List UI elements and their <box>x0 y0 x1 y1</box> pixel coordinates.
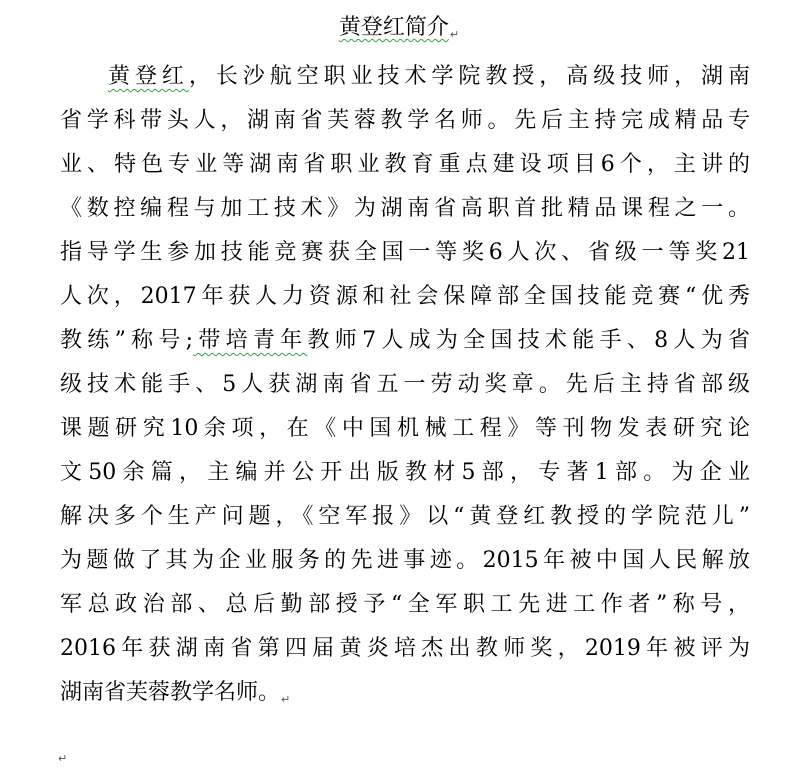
body-line <box>60 673 750 713</box>
body-line: 为题做了其为企业服务的先进事迹。2015年被中国人民解放 <box>60 548 750 573</box>
body-line: 业、特色专业等湖南省职业教育重点建设项目6个，主讲的 <box>60 152 750 177</box>
body-line-text: 湖南省芙蓉教学名师。 <box>60 680 281 705</box>
body-line: 黄登红，长沙航空职业技术学院教授，高级技师，湖南 <box>108 64 750 89</box>
spellcheck-underlined-text: 黄登红 <box>108 64 189 89</box>
body-line: 省学科带头人，湖南省芙蓉教学名师。先后主持完成精品专 <box>60 108 750 133</box>
end-paragraph-mark-icon: ↵ <box>58 752 68 765</box>
spellcheck-underlined-text: 带培青年 <box>193 328 308 353</box>
body-line: 人次，2017年获人力资源和社会保障部全国技能竞赛“优秀 <box>60 284 750 309</box>
body-line: 2016年获湖南省第四届黄炎培杰出教师奖，2019年被评为 <box>60 636 750 661</box>
body-line: 文50余篇，主编并公开出版教材5部，专著1部。为企业 <box>60 460 750 485</box>
body-line: 课题研究10余项，在《中国机械工程》等刊物发表研究论 <box>60 416 750 441</box>
paragraph-mark-icon: ↵ <box>449 28 460 41</box>
body-line: 解决多个生产问题，《空军报》以“黄登红教授的学院范儿” <box>60 504 750 529</box>
document-title <box>0 12 798 51</box>
paragraph-mark-icon: ↵ <box>281 693 291 706</box>
body-line: 级技术能手、5人获湖南省五一劳动奖章。先后主持省部级 <box>60 372 750 397</box>
body-line: 教练”称号;带培青年教师7人成为全国技术能手、8人为省 <box>60 328 750 353</box>
body-line: 指导学生参加技能竞赛获全国一等奖6人次、省级一等奖21 <box>60 240 750 265</box>
title-text: 黄登红简介 <box>338 15 449 40</box>
body-line: 军总政治部、总后勤部授予“全军职工先进工作者”称号， <box>60 592 750 617</box>
body-line: 《数控编程与加工技术》为湖南省高职首批精品课程之一。 <box>60 196 750 221</box>
